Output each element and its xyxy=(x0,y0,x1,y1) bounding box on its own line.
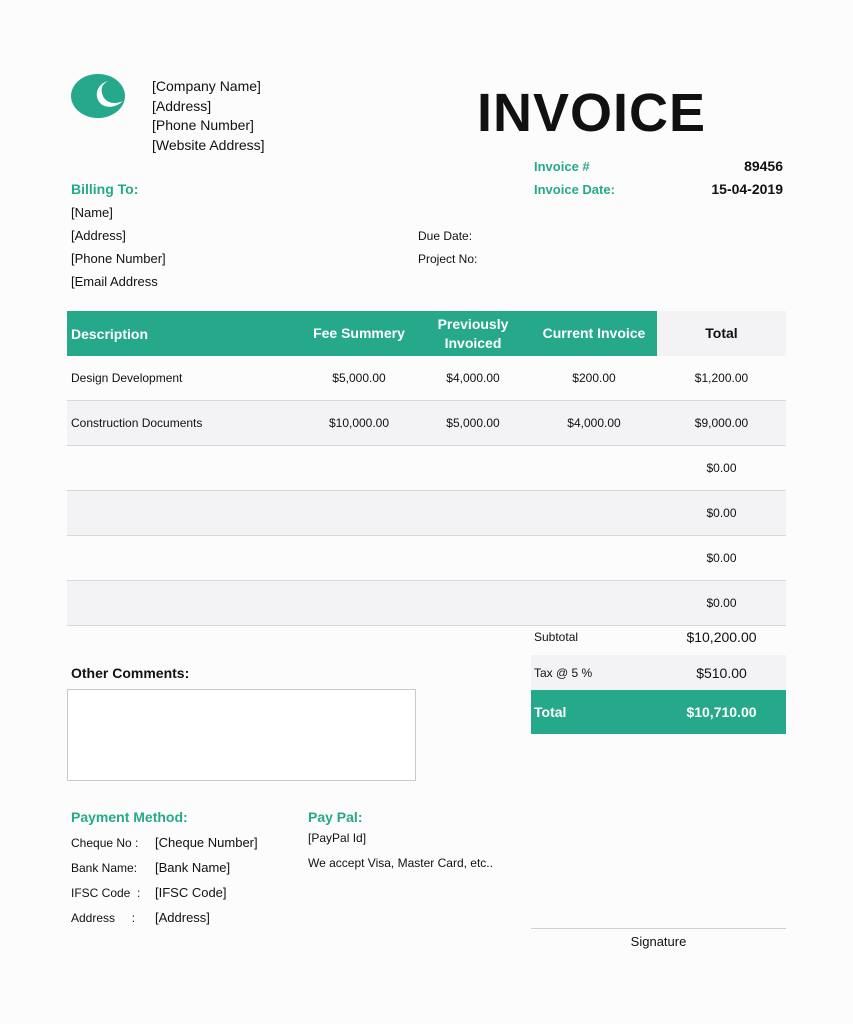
cell-total: $1,200.00 xyxy=(694,371,749,385)
cell-total: $9,000.00 xyxy=(694,416,749,430)
table-row xyxy=(67,446,786,491)
table-header xyxy=(67,311,786,356)
billing-title: Billing To: xyxy=(71,181,139,197)
invoice-number-value: 89456 xyxy=(744,158,783,174)
ifsc-value: [IFSC Code] xyxy=(155,885,227,900)
paypal-id: [PayPal Id] xyxy=(308,831,367,845)
header-previously-invoiced xyxy=(419,311,527,356)
paypal-title: Pay Pal: xyxy=(308,809,363,825)
subtotal-value: $10,200.00 xyxy=(686,629,757,645)
grand-total-value: $10,710.00 xyxy=(686,704,757,720)
header-description: Description xyxy=(71,325,149,342)
invoice-date-label: Invoice Date: xyxy=(534,182,615,197)
comments-title: Other Comments: xyxy=(71,665,190,681)
invoice-title: INVOICE xyxy=(477,83,707,132)
bank-label: Bank Name: xyxy=(71,861,138,875)
cell-current xyxy=(527,491,661,535)
tax-value: $510.00 xyxy=(696,665,747,681)
payment-method-title: Payment Method: xyxy=(71,809,188,825)
cell-previously xyxy=(419,491,527,535)
crescent-logo-icon xyxy=(71,74,125,118)
address-value: [Address] xyxy=(155,910,210,925)
tax-label: Tax @ 5 % xyxy=(534,666,593,680)
cell-total: $0.00 xyxy=(706,551,737,565)
cell-fee xyxy=(299,536,419,580)
cell-current: $4,000.00 xyxy=(567,416,621,430)
ifsc-label: IFSC Code : xyxy=(71,886,141,900)
table-row xyxy=(67,356,786,401)
company-name: [Company Name] xyxy=(152,78,261,94)
subtotal-row xyxy=(531,619,786,655)
cell-fee: $5,000.00 xyxy=(332,371,386,385)
signature-line xyxy=(531,928,786,929)
billing-email: [Email Address xyxy=(71,274,158,289)
table-row xyxy=(67,536,786,581)
cell-total: $0.00 xyxy=(706,506,737,520)
cell-fee xyxy=(299,581,419,625)
cell-description: Construction Documents xyxy=(71,416,203,430)
grand-total-row xyxy=(531,690,786,734)
cell-fee xyxy=(299,491,419,535)
project-no-label: Project No: xyxy=(418,252,478,266)
cell-current: $200.00 xyxy=(572,371,616,385)
cell-previously: $4,000.00 xyxy=(446,371,500,385)
header-previously-line2: Invoiced xyxy=(444,334,502,351)
paypal-note: We accept Visa, Master Card, etc.. xyxy=(308,856,493,870)
table-row xyxy=(67,401,786,446)
invoice-number-label: Invoice # xyxy=(534,159,590,174)
cell-previously xyxy=(419,581,527,625)
cell-previously xyxy=(419,536,527,580)
cheque-label: Cheque No : xyxy=(71,836,139,850)
header-fee-summery: Fee Summery xyxy=(313,325,405,341)
cell-fee xyxy=(299,446,419,490)
company-address: [Address] xyxy=(152,97,212,114)
company-phone: [Phone Number] xyxy=(152,117,254,133)
cell-current xyxy=(527,536,661,580)
cell-previously xyxy=(419,446,527,490)
header-total: Total xyxy=(705,325,738,341)
table-row xyxy=(67,491,786,536)
subtotal-label: Subtotal xyxy=(534,630,579,644)
cell-previously: $5,000.00 xyxy=(446,416,500,430)
cell-total: $0.00 xyxy=(706,596,737,610)
tax-row xyxy=(531,655,786,691)
cell-description: Design Development xyxy=(71,371,183,385)
billing-phone: [Phone Number] xyxy=(71,251,166,266)
cell-total: $0.00 xyxy=(706,461,737,475)
cell-current xyxy=(527,446,661,490)
address-label: Address : xyxy=(71,911,136,925)
company-website: [Website Address] xyxy=(152,136,265,153)
company-info xyxy=(152,77,265,155)
line-items-table xyxy=(67,311,786,626)
invoice-date-value: 15-04-2019 xyxy=(711,181,783,197)
comments-box[interactable] xyxy=(67,689,416,781)
cell-fee: $10,000.00 xyxy=(328,416,390,430)
grand-total-label: Total xyxy=(534,704,567,720)
header-previously-line1: Previously xyxy=(437,315,509,332)
billing-name: [Name] xyxy=(71,205,113,220)
due-date-label: Due Date: xyxy=(418,229,473,243)
signature-label: Signature xyxy=(630,934,687,949)
header-current-invoice: Current Invoice xyxy=(542,325,646,341)
bank-value: [Bank Name] xyxy=(155,860,231,875)
billing-address: [Address] xyxy=(71,228,126,243)
cheque-value: [Cheque Number] xyxy=(155,835,258,850)
